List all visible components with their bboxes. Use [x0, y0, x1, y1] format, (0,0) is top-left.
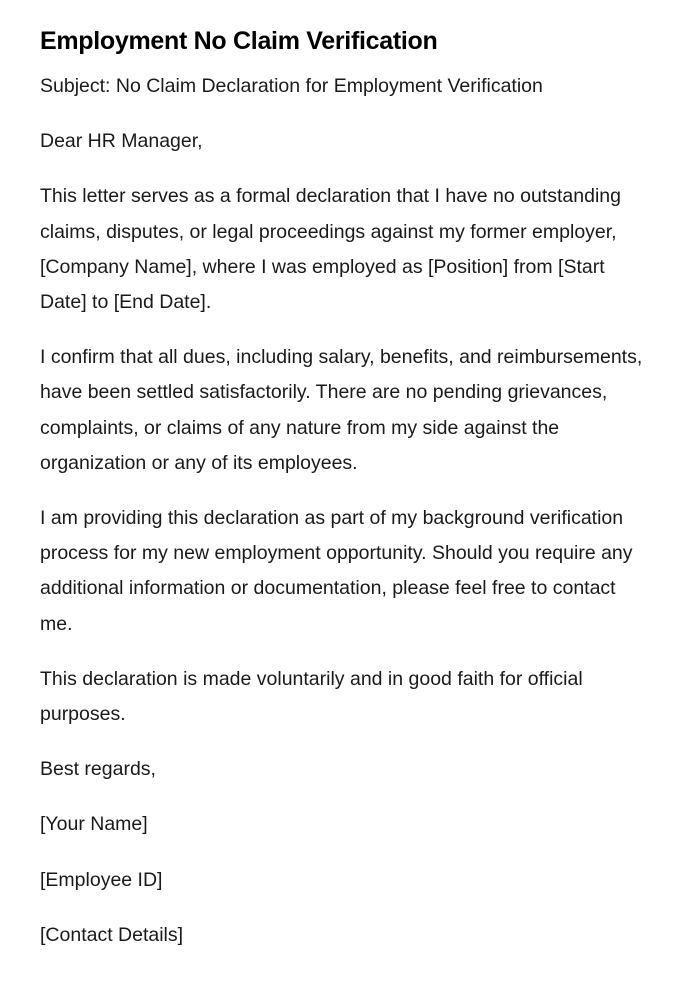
signature-name: [Your Name] [40, 813, 148, 836]
signature-contact-details: [Contact Details] [40, 923, 184, 946]
body-paragraph-good-faith: This declaration is made voluntarily and in good faith for official purposes. [40, 667, 583, 726]
body-paragraph-verification-purpose: I am providing this declaration as part of my background verification process for my new employment opportunity. Should you require any additional information or documentation, please feel free to contact me. [40, 507, 633, 635]
document-title: Employment No Claim Verification [40, 27, 438, 55]
salutation: Dear HR Manager, [40, 130, 203, 153]
closing: Best regards, [40, 758, 156, 781]
body-paragraph-declaration: This letter serves as a formal declaration that I have no outstanding claims, disputes, or legal proceedings against my former employer, [Company Name], where I was employed as [Position] from [Start Date] to [End Date]. [40, 185, 621, 314]
body-paragraph-dues-settled: I confirm that all dues, including salary, benefits, and reimbursements, have been settled satisfactorily. There are no pending grievances, complaints, or claims of any nature from my side against the organization or any of its employees. [40, 346, 643, 474]
signature-employee-id: [Employee ID] [40, 868, 163, 891]
subject-line: Subject: No Claim Declaration for Employment Verification [40, 75, 543, 97]
